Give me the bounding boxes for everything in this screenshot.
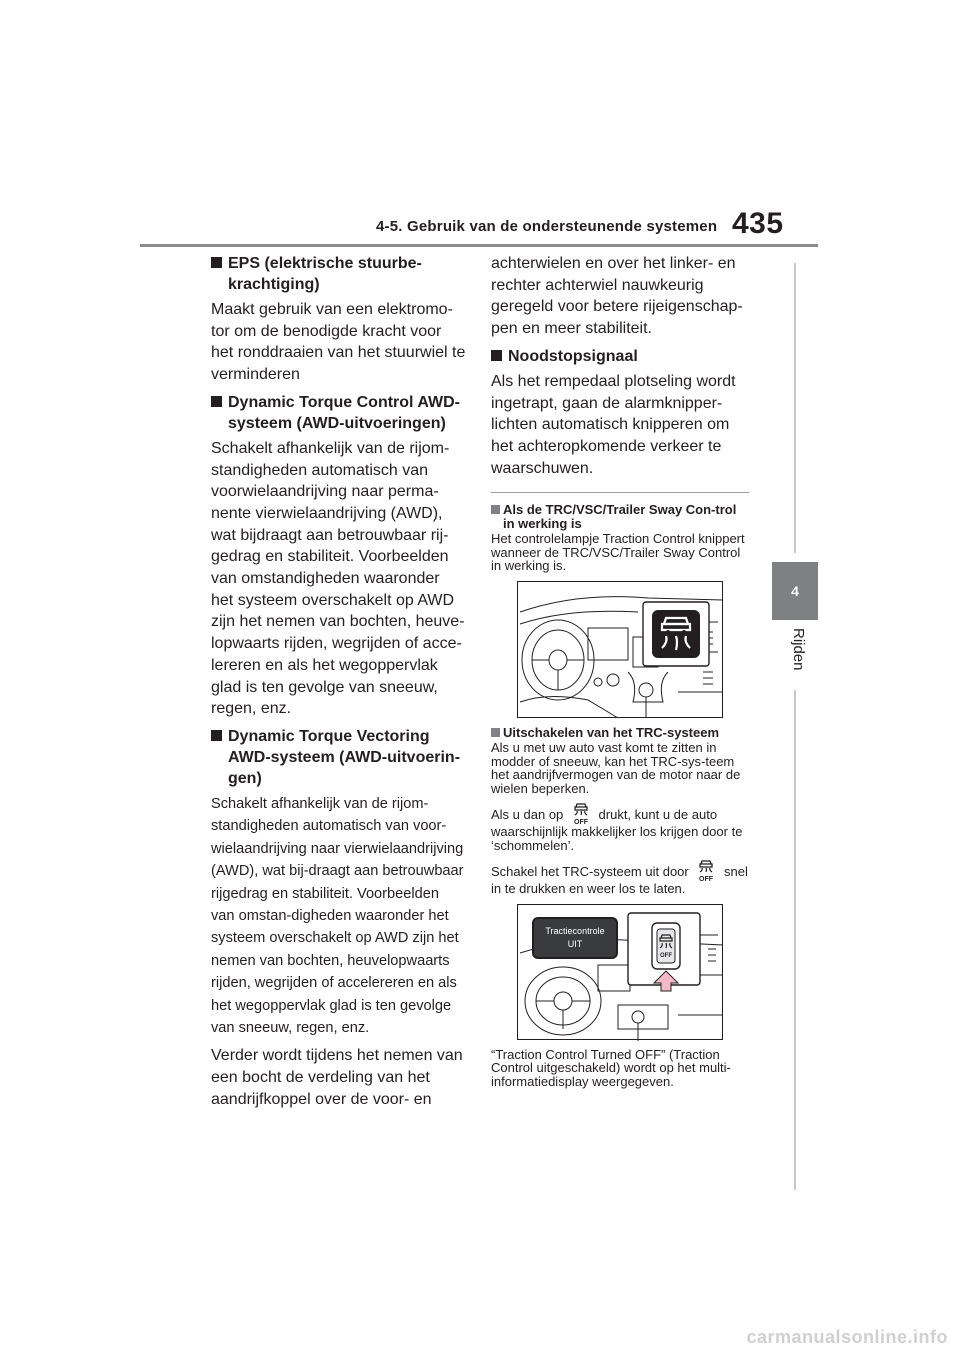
paragraph-noodstopsignaal: Als het rempedaal plotseling wordt ingetrapt, gaan de alarmknipper-lichten automatisch knipperen om het achteropkomende verkeer te waarschuwen. [491, 372, 736, 477]
dashboard-illustration [518, 582, 724, 719]
popup-line-1: Tractiecontrole [545, 925, 605, 936]
section-divider [491, 492, 749, 493]
paragraph-trc-off: Als u met uw auto vast komt te zitten in modder of sneeuw, kan het TRC-sys-teem het aandrijfvermogen van de motor naar de wielen beperken. [491, 740, 741, 796]
heading-trc-working: Als de TRC/VSC/Trailer Sway Con-trol in werking is [491, 503, 751, 530]
figure-dashboard-indicator [517, 581, 723, 718]
square-bullet-icon [491, 728, 500, 737]
popup-line-2: UIT [567, 938, 583, 949]
paragraph-dynamic-torque-control: Schakelt afhankelijk van de rijom-standigheden automatisch van voorwielaandrijving naar perma-nente vierwielaandrijving (AWD), wat bijdraagt aan betrouwbaar rij-gedrag en stabiliteit. Voorbeelden van omstandigheden waaronder het systeem overschakelt op AWD zijn het nemen van bochten, heuve-lopwaarts rijden, wegrijden of acce-lereren en als het wegoppervlak glad is ten gevolge van sneeuw, regen, enz. [211, 439, 465, 718]
paragraph-press-button: Als u dan op OFF drukt, kunt u de auto waarschijnlijk makkelijker los krijgen door te ‘schommelen’. [491, 801, 751, 852]
section-title: 4-5. Gebruik van de ondersteunende systemen [376, 218, 718, 235]
square-bullet-icon [211, 396, 222, 407]
paragraph-trc-working: Het controlelampje Traction Control knippert wanneer de TRC/VSC/Trailer Sway Control in werking is. [491, 531, 745, 574]
trc-off-icon [695, 858, 717, 882]
square-bullet-icon [491, 505, 500, 514]
watermark: carmanualsonline.info [746, 1327, 948, 1347]
side-rule-bottom [794, 690, 796, 1190]
heading-dynamic-torque-control: Dynamic Torque Control AWD-systeem (AWD-uitvoeringen) [211, 392, 466, 434]
square-bullet-icon [491, 350, 502, 361]
header-rule [140, 244, 818, 247]
off-label: OFF [573, 819, 588, 826]
page-number: 435 [732, 207, 784, 240]
paragraph-caption: “Traction Control Turned OFF” (Traction Control uitgeschakeld) wordt op het multi-informatiedisplay weergegeven. [491, 1046, 731, 1089]
side-rule-top [794, 263, 796, 553]
heading-noodstopsignaal: Noodstopsignaal [491, 346, 751, 367]
heading-torque-vectoring: Dynamic Torque Vectoring AWD-systeem (AWD-uitvoerin-gen) [211, 726, 466, 789]
paragraph-eps: Maakt gebruik van een elektromo-tor om de benodigde kracht voor het ronddraaien van het stuurwiel te verminderen [211, 301, 466, 384]
left-column [211, 253, 466, 1117]
paragraph-torque-distribution: Verder wordt tijdens het nemen van een bocht de verdeling van het aandrijfkoppel over de voor- en [211, 1047, 463, 1108]
paragraph-torque-vectoring: Schakelt afhankelijk van de rijom-standigheden automatisch van voor-wielaandrijving naar vierwielaandrijving (AWD), wat bij-draagt aan betrouwbaar rijgedrag en stabiliteit. Voorbeelden van omstan-digheden waaronder het systeem overschakelt op AWD zijn het nemen van bochten, heuvelopwaarts rijden, wegrijden of accelereren en als het wegoppervlak glad is ten gevolge van sneeuw, regen, enz. [211, 795, 464, 1037]
figure-trc-off-switch [517, 904, 723, 1040]
square-bullet-icon [211, 257, 222, 268]
heading-eps: EPS (elektrische stuurbe-krachtiging) [211, 253, 466, 295]
square-bullet-icon [211, 730, 222, 741]
heading-trc-off: Uitschakelen van het TRC-systeem [491, 726, 751, 740]
paragraph-continuation: achterwielen en over het linker- en rechter achterwiel nauwkeurig geregeld voor betere rijeigenschap-pen en meer stabiliteit. [491, 255, 743, 338]
off-label: OFF [699, 876, 714, 883]
off-label: OFF [660, 952, 672, 959]
trc-off-icon [570, 801, 592, 825]
right-column [491, 253, 751, 1094]
display-popup [532, 917, 618, 959]
paragraph-switch-off: Schakel het TRC-systeem uit door OFF snel in te drukken en weer los te laten. [491, 858, 751, 896]
chapter-label: Rijden [790, 628, 807, 671]
chapter-tab[interactable]: 4 [772, 562, 818, 620]
